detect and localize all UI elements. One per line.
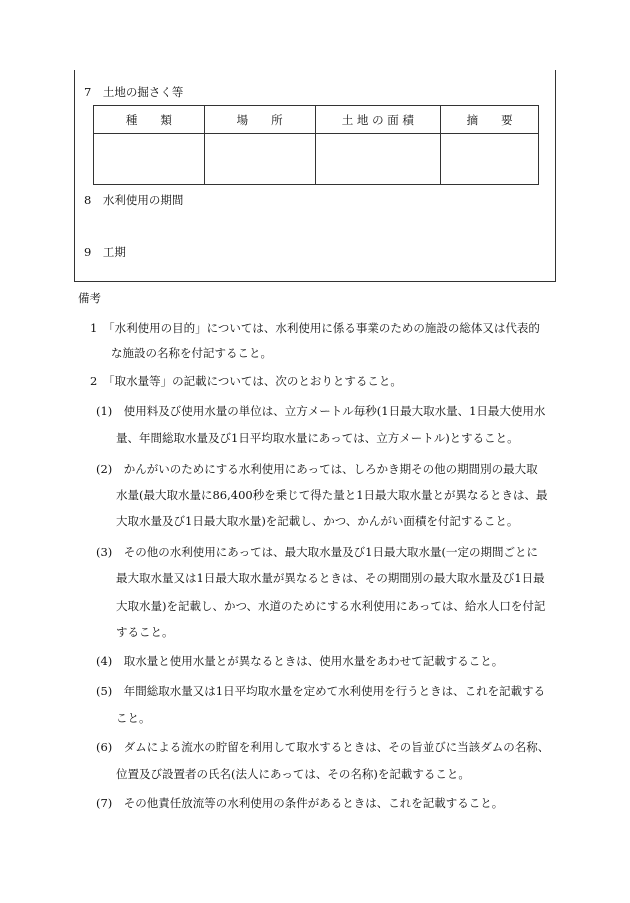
remark-line: 最大取水量又は1日最大取水量が異なるときは、その期間別の最大取水量及び1日最 <box>116 571 545 585</box>
table-cell <box>204 134 315 185</box>
section-8-title: 水利使用の期間 <box>102 193 184 207</box>
section-9-number: 9 <box>84 245 92 259</box>
remark-line: 2 「取水量等」の記載については、次のとおりとすること。 <box>90 374 402 388</box>
section-8-number: 8 <box>84 193 92 207</box>
table-cell <box>441 134 539 185</box>
remark-line: こと。 <box>116 711 151 725</box>
remark-line: (7) その他責任放流等の水利使用の条件があるときは、これを記載すること。 <box>96 796 504 810</box>
remark-line: 量、年間総取水量及び1日平均取水量にあっては、立方メートル)とすること。 <box>116 431 519 445</box>
land-excavation-table <box>93 105 539 185</box>
section-9-heading <box>84 244 126 260</box>
remark-line: な施設の名称を付記すること。 <box>111 346 272 360</box>
header-location: 場 所 <box>204 106 315 134</box>
table-cell <box>315 134 441 185</box>
table-cell <box>94 134 205 185</box>
header-land-area: 土 地 の 面 積 <box>315 106 441 134</box>
table-row <box>94 134 539 185</box>
remark-line: 水量(最大取水量に86,400秒を乗じて得た量と1日最大取水量とが異なるときは、最 <box>116 488 548 502</box>
section-9-title: 工期 <box>102 245 126 259</box>
section-7-heading <box>84 84 183 100</box>
remark-line: 1 「水利使用の目的」については、水利使用に係る事業のための施設の総体又は代表的 <box>90 321 540 335</box>
table-header-row <box>94 106 539 134</box>
remark-line: 大取水量)を記載し、かつ、水道のためにする水利使用にあっては、給水人口を付記 <box>116 599 546 613</box>
remark-line: すること。 <box>116 625 174 639</box>
remarks-title: 備考 <box>78 291 101 305</box>
remark-line: 位置及び設置者の氏名(法人にあっては、その名称)を記載すること。 <box>116 767 470 781</box>
remark-line: 大取水量及び1日最大取水量)を記載し、かつ、かんがい面積を付記すること。 <box>116 514 519 528</box>
remark-line: (5) 年間総取水量又は1日平均取水量を定めて水利使用を行うときは、これを記載する <box>96 684 546 698</box>
remark-line: (1) 使用料及び使用水量の単位は、立方メートル毎秒(1日最大取水量、1日最大使用水 <box>96 404 546 418</box>
remark-line: (6) ダムによる流水の貯留を利用して取水するときは、その旨並びに当該ダムの名称、 <box>96 740 550 754</box>
section-8-heading <box>84 192 183 208</box>
remark-line: (3) その他の水利使用にあっては、最大取水量及び1日最大取水量(一定の期間ごとに <box>96 545 538 559</box>
remark-line: (2) かんがいのためにする水利使用にあっては、しろかき期その他の期間別の最大取 <box>96 462 538 476</box>
header-summary: 摘 要 <box>441 106 539 134</box>
section-7-number: 7 <box>84 85 92 99</box>
section-7-title: 土地の掘さく等 <box>102 85 184 99</box>
remark-line: (4) 取水量と使用水量とが異なるときは、使用水量をあわせて記載すること。 <box>96 654 504 668</box>
header-type: 種 類 <box>94 106 205 134</box>
